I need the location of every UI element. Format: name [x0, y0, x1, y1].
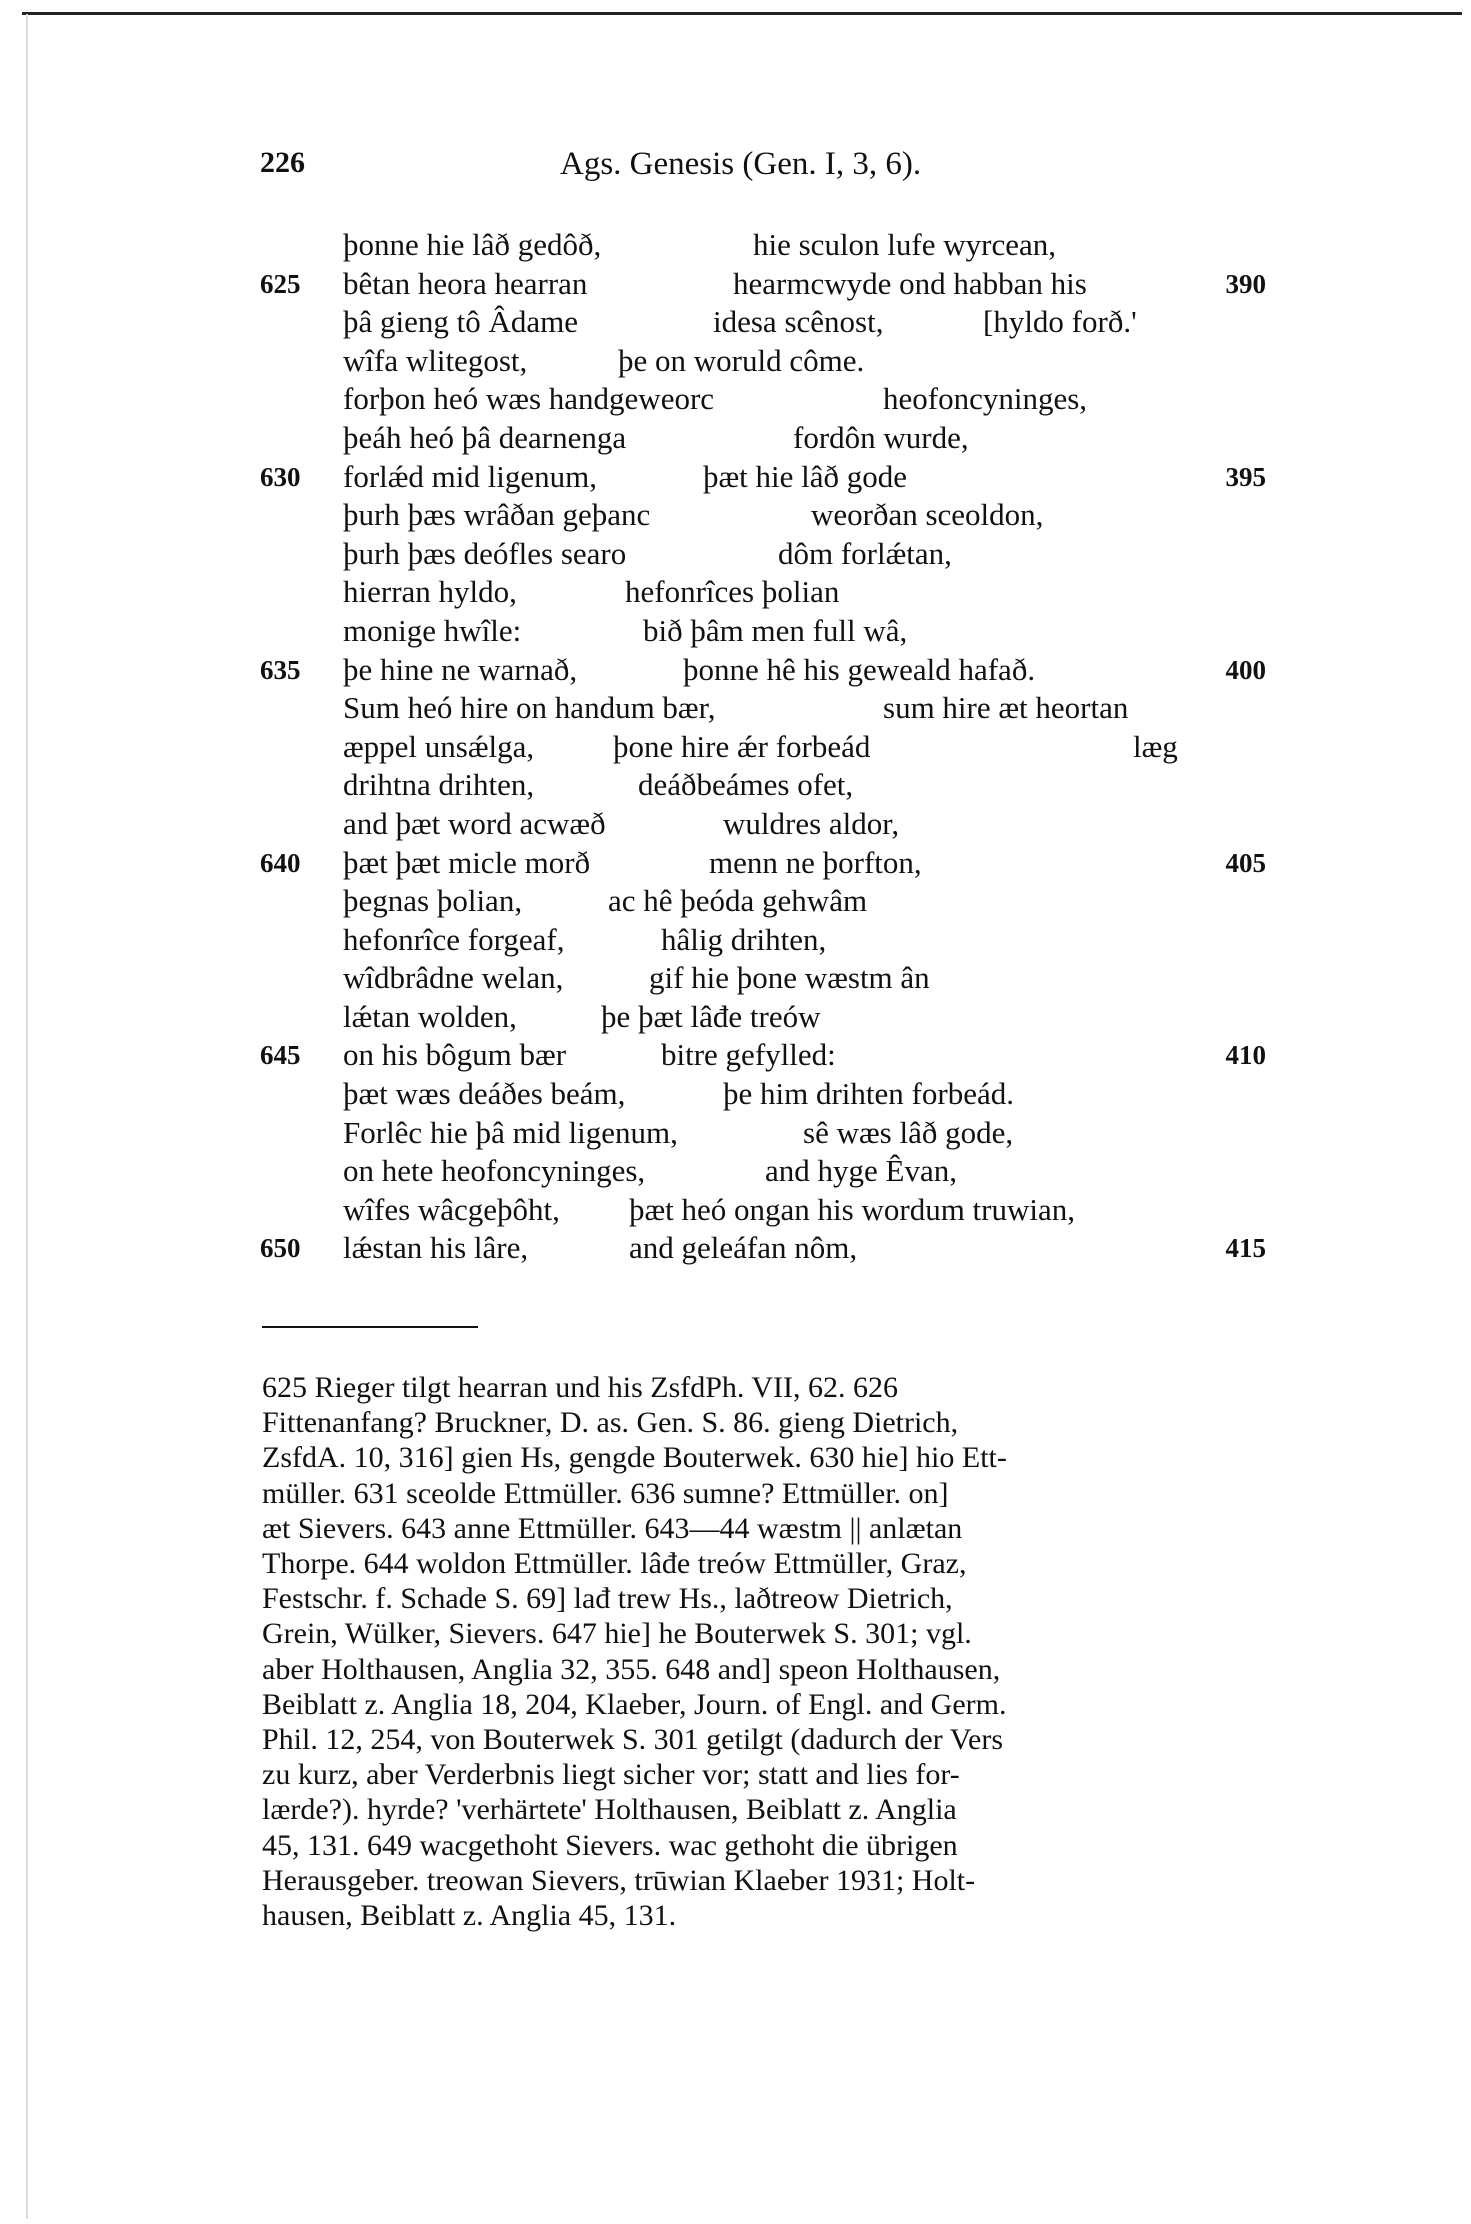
footnote-line: Festschr. f. Schade S. 69] lađ trew Hs., laðtreow Dietrich, — [262, 1582, 953, 1616]
verse-line — [260, 921, 1280, 960]
first-half-line: Sum heó hire on handum bær, — [343, 690, 716, 726]
first-half-line: æppel unsǽlga, — [343, 728, 535, 764]
second-half-line: þæt hie lâð gode — [703, 458, 908, 494]
first-half-line: Forlêc hie þâ mid ligenum, — [343, 1114, 678, 1150]
first-half-line: þe hine ne warnað, — [343, 651, 578, 687]
page-edge — [26, 14, 28, 2219]
verse-line — [260, 535, 1280, 574]
first-half-line: þâ gieng tô Âdame — [343, 304, 579, 340]
page-number: 226 — [260, 146, 305, 179]
footnote-line: Herausgeber. treowan Sievers, trūwian Klaeber 1931; Holt- — [262, 1863, 976, 1897]
verse-line — [260, 844, 1280, 883]
second-half-line: hâlig drihten, — [661, 921, 827, 957]
first-half-line: forlǽd mid ligenum, — [343, 458, 598, 494]
first-half-line: þæt wæs deáðes beám, — [343, 1076, 626, 1112]
verse-line — [260, 1152, 1280, 1191]
second-half-line: heofoncyninges, — [883, 381, 1088, 417]
footnote-line: æt Sievers. 643 anne Ettmüller. 643—44 wæstm || anlætan — [262, 1511, 963, 1545]
running-title: Ags. Genesis (Gen. I, 3, 6). — [560, 146, 922, 182]
first-half-line: wîfa wlitegost, — [343, 342, 528, 378]
second-half-line: and hyge Êvan, — [765, 1153, 957, 1189]
verse-line — [260, 496, 1280, 535]
verse-line — [260, 728, 1280, 767]
source-line-number: 390 — [1225, 268, 1266, 299]
verse-line — [260, 458, 1280, 497]
verse-line — [260, 1036, 1280, 1075]
second-half-line: þæt heó ongan his wordum truwian, — [629, 1191, 1076, 1227]
footnote-line: Fittenanfang? Bruckner, D. as. Gen. S. 86. gieng Dietrich, — [262, 1406, 959, 1440]
second-half-line: bið þâm men full wâ, — [643, 612, 908, 648]
first-half-line: wîdbrâdne welan, — [343, 960, 564, 996]
line-number: 625 — [260, 268, 301, 299]
footnote-line: Beiblatt z. Anglia 18, 204, Klaeber, Journ. of Engl. and Germ. — [262, 1687, 1007, 1721]
verse-line — [260, 380, 1280, 419]
second-half-line: hearmcwyde ond habban his — [733, 265, 1087, 301]
second-half-line: and geleáfan nôm, — [629, 1230, 858, 1266]
second-half-line: dôm forlǽtan, — [778, 535, 952, 571]
second-half-line: sum hire æt heortan — [883, 690, 1129, 726]
verse-line — [260, 303, 1280, 342]
verse-line — [260, 959, 1280, 998]
first-half-line: þæt þæt micle morð — [343, 844, 591, 880]
first-half-line: bêtan heora hearran — [343, 265, 588, 301]
second-half-line: wuldres aldor, — [723, 805, 900, 841]
first-half-line: þurh þæs wrâðan geþanc — [343, 497, 651, 533]
line-number: 640 — [260, 847, 301, 878]
first-half-line: on his bôgum bær — [343, 1037, 567, 1073]
first-half-line: forþon heó wæs handgeweorc — [343, 381, 715, 417]
second-half-line: þe him drihten forbeád. — [723, 1076, 1014, 1112]
footnote-line: Grein, Wülker, Sievers. 647 hie] he Bouterwek S. 301; vgl. — [262, 1617, 972, 1651]
source-line-number: 400 — [1225, 654, 1266, 685]
line-number: 630 — [260, 461, 301, 492]
footnotes — [262, 1370, 1256, 1933]
source-line-number: 410 — [1225, 1040, 1266, 1071]
verse-line — [260, 651, 1280, 690]
first-half-line: lǽtan wolden, — [343, 998, 517, 1034]
margin-continuation: læg — [1133, 728, 1178, 764]
verse-line — [260, 265, 1280, 304]
footnote-line: lærde?). hyrde? 'verhärtete' Holthausen, Beiblatt z. Anglia — [262, 1793, 957, 1827]
second-half-line: sê wæs lâð gode, — [803, 1114, 1014, 1150]
verse-line — [260, 1229, 1280, 1268]
second-half-line: weorðan sceoldon, — [811, 497, 1044, 533]
verse-line — [260, 998, 1280, 1037]
second-half-line: þonne hê his geweald hafað. — [683, 651, 1036, 687]
first-half-line: hefonrîce forgeaf, — [343, 921, 565, 957]
verse-line — [260, 805, 1280, 844]
footnote-line: müller. 631 sceolde Ettmüller. 636 sumne? Ettmüller. on] — [262, 1476, 949, 1510]
verse-line — [260, 573, 1280, 612]
first-half-line: þurh þæs deófles searo — [343, 535, 627, 571]
line-number: 650 — [260, 1233, 301, 1264]
verse-line — [260, 612, 1280, 651]
source-line-number: 395 — [1225, 461, 1266, 492]
second-half-line: bitre gefylled: — [661, 1037, 836, 1073]
verse-line — [260, 226, 1280, 265]
footnote-separator — [262, 1326, 478, 1328]
verse-line — [260, 419, 1280, 458]
footnote-line: Thorpe. 644 woldon Ettmüller. lâđe treów Ettmüller, Graz, — [262, 1547, 967, 1581]
source-line-number: 415 — [1225, 1233, 1266, 1264]
verse-line — [260, 689, 1280, 728]
second-half-line: idesa scênost, — [713, 304, 884, 340]
second-half-line: ac hê þeóda gehwâm — [608, 883, 868, 919]
verse-line — [260, 1114, 1280, 1153]
second-half-line: gif hie þone wæstm ân — [649, 960, 930, 996]
second-half-line: þe on woruld côme. — [618, 342, 865, 378]
verse-line — [260, 766, 1280, 805]
first-half-line: monige hwîle: — [343, 612, 522, 648]
second-half-line: þone hire ǽr forbeád — [613, 728, 871, 764]
verse-line — [260, 1191, 1280, 1230]
source-line-number: 405 — [1225, 847, 1266, 878]
page-header — [260, 140, 1260, 190]
first-half-line: wîfes wâcgeþôht, — [343, 1191, 560, 1227]
second-half-line: hie sculon lufe wyrcean, — [753, 227, 1056, 262]
footnote-line: ZsfdA. 10, 316] gien Hs, gengde Bouterwek. 630 hie] hio Ett- — [262, 1441, 1007, 1475]
second-half-line: þe þæt lâđe treów — [601, 998, 821, 1034]
footnote-line: aber Holthausen, Anglia 32, 355. 648 and] speon Holthausen, — [262, 1652, 1001, 1686]
verse-line — [260, 882, 1280, 921]
verse-text — [260, 226, 1280, 1268]
first-half-line: drihtna drihten, — [343, 767, 535, 803]
second-half-line: menn ne þorfton, — [709, 844, 922, 880]
margin-continuation: [hyldo forð.' — [983, 304, 1137, 340]
second-half-line: deáðbeámes ofet, — [638, 767, 854, 803]
line-number: 645 — [260, 1040, 301, 1071]
first-half-line: þegnas þolian, — [343, 883, 523, 919]
first-half-line: þeáh heó þâ dearnenga — [343, 419, 627, 455]
first-half-line: on hete heofoncyninges, — [343, 1153, 646, 1189]
first-half-line: lǽstan his lâre, — [343, 1230, 529, 1266]
first-half-line: þonne hie lâð gedôð, — [343, 227, 602, 262]
footnote-line: 45, 131. 649 wacgethoht Sievers. wac gethoht die übrigen — [262, 1828, 958, 1862]
second-half-line: hefonrîces þolian — [625, 574, 840, 610]
footnote-line: Phil. 12, 254, von Bouterwek S. 301 getilgt (dadurch der Vers — [262, 1723, 1004, 1757]
verse-line — [260, 1075, 1280, 1114]
line-number: 635 — [260, 654, 301, 685]
footnote-line: hausen, Beiblatt z. Anglia 45, 131. — [262, 1899, 677, 1933]
verse-line — [260, 342, 1280, 381]
footnote-line: zu kurz, aber Verderbnis liegt sicher vor; statt and lies for- — [262, 1758, 960, 1792]
footnote-line: 625 Rieger tilgt hearran und his ZsfdPh. VII, 62. 626 — [262, 1371, 899, 1404]
first-half-line: hierran hyldo, — [343, 574, 517, 610]
first-half-line: and þæt word acwæð — [343, 805, 606, 841]
second-half-line: fordôn wurde, — [793, 419, 969, 455]
